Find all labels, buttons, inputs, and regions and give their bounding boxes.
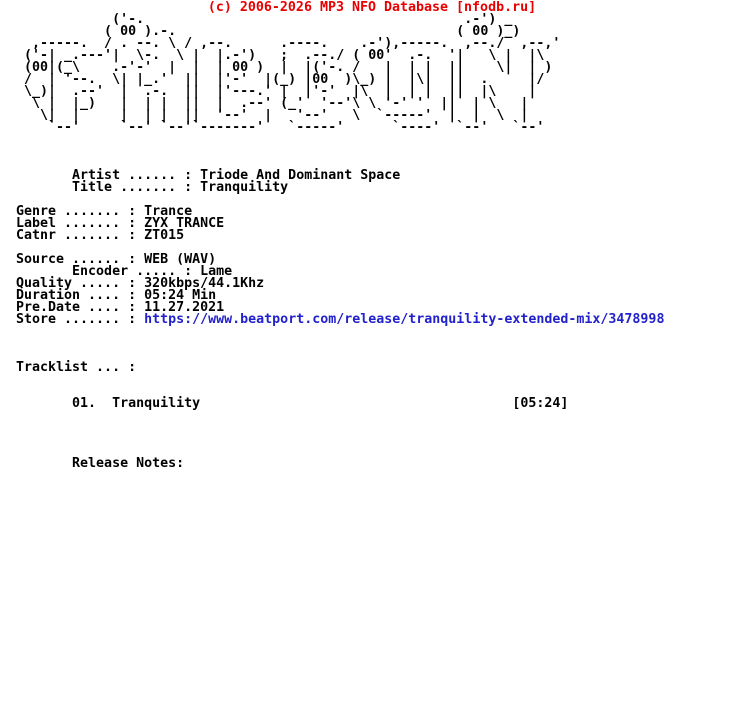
track-line: 01. Tranquility [05:24]	[16, 396, 569, 411]
ascii-art-line: `--' `--' `--'`-------' `-----' `----' `--' `--'	[16, 120, 545, 135]
release-info-line: Source ...... : WEB (WAV)	[16, 252, 217, 267]
ascii-art-line: / | '--. \| |_.' || |'-' |(_) |00 )\_) | |\| || . |/	[16, 72, 545, 87]
store-url: https://www.beatport.com/release/tranquility-extended-mix/3478998	[144, 312, 665, 327]
ascii-art-line: \_)| .--' | .-. || |'---.' | |'-' |\ | | | || |\ |	[16, 84, 537, 99]
ascii-art-line: (00|(_\ .-'-' | | | 00 ) | |('-. / | | | || \| | )	[16, 60, 553, 75]
ascii-art-line: ('-. .-') _	[16, 12, 513, 27]
ascii-art-line: \| | | | | || '--' | '--' \ `-----' | | \ |	[16, 108, 529, 123]
release-info-line: Quality ..... : 320kbps/44.1Khz	[16, 276, 265, 291]
release-info-line: Catnr ....... : ZT015	[16, 228, 185, 243]
release-notes-heading: Release Notes:	[16, 456, 185, 471]
store-label: Store ....... :	[16, 312, 145, 327]
copyright-header: (c) 2006-2026 MP3 NFO Database [nfodb.ru]	[207, 0, 537, 15]
store-line	[16, 314, 728, 326]
release-info-line: Encoder ..... : Lame	[16, 264, 233, 279]
ascii-art-line: ,-----. / . --. \ / ,--. .----. .-'),-----. ,--./ ,--,'	[16, 36, 561, 51]
ascii-art-line: ('-| _.---'| \-. \ | |.-') ; .--./ ( 00' .-. '| \ | |\	[16, 48, 545, 63]
tracklist-heading: Tracklist ... :	[16, 360, 137, 375]
release-info-line: Genre ....... : Trance	[16, 204, 193, 219]
release-info-line: Title ....... : Tranquility	[16, 180, 289, 195]
release-info-line: Pre.Date .... : 11.27.2021	[16, 300, 225, 315]
release-info-block	[16, 170, 728, 326]
ascii-art-line: ( 00 ).-. ( 00 )_)	[16, 24, 521, 39]
release-info-line: Label ....... : ZYX TRANCE	[16, 216, 225, 231]
ascii-art-logo	[16, 14, 728, 134]
release-info-lines	[16, 170, 728, 314]
release-info-line: Artist ...... : Triode And Dominant Space	[16, 168, 401, 183]
tracklist-entries	[16, 398, 728, 410]
release-info-line: Duration .... : 05:24 Min	[16, 288, 217, 303]
ascii-art-line: \ | |_) | | | || | .--' (_' '--'\ \ '-' ' || | \ |	[16, 96, 529, 111]
